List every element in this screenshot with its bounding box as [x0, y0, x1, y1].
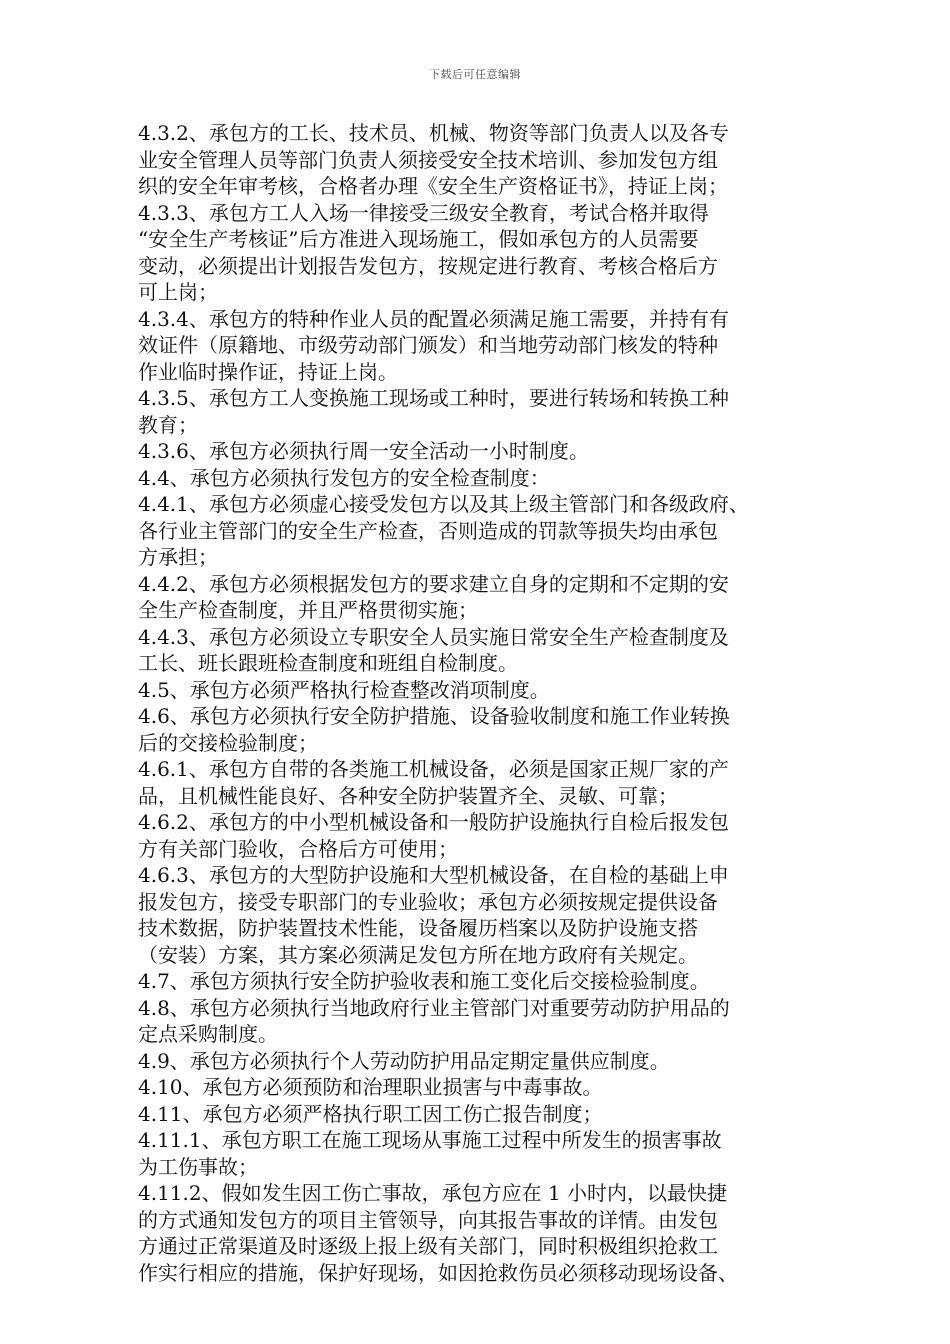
text-line: 4.6、承包方必须执行安全防护措施、设备验收制度和施工作业转换	[138, 704, 730, 728]
text-line: 4.4.3、承包方必须设立专职安全人员实施日常安全生产检查制度及	[138, 624, 729, 649]
header-note: 下载后可任意编辑	[429, 68, 521, 81]
text-line: 定点采购制度。	[138, 1022, 278, 1046]
text-line: 4.4.1、承包方必须虚心接受发包方以及其上级主管部门和各级政府、	[138, 492, 749, 516]
text-line: 方通过正常渠道及时逐级上报上级有关部门，同时积极组织抢救工	[138, 1234, 718, 1258]
text-line: 教育；	[138, 412, 198, 437]
text-line: 品，且机械性能良好、各种安全防护装置齐全、灵敏、可靠；	[138, 783, 678, 808]
text-line: （安装）方案，其方案必须满足发包方所在地方政府有关规定。	[138, 942, 698, 967]
text-line: 4.4、承包方必须执行发包方的安全检查制度：	[138, 465, 550, 490]
text-line: 作业临时操作证，持证上岗。	[138, 359, 398, 384]
text-line: 全生产检查制度，并且严格贯彻实施；	[138, 598, 478, 622]
text-line: 4.11.1、承包方职工在施工现场从事施工过程中所发生的损害事故	[138, 1128, 722, 1152]
text-line: 效证件（原籍地、市级劳动部门颁发）和当地劳动部门核发的特种	[138, 333, 718, 357]
text-line: 4.3.3、承包方工人入场一律接受三级安全教育，考试合格并取得	[138, 200, 709, 225]
text-line: 4.3.6、承包方必须执行周一安全活动一小时制度。	[138, 439, 589, 463]
text-line: 织的安全年审考核，合格者办理《安全生产资格证书》，持证上岗；	[138, 174, 728, 198]
text-line: 为工伤事故；	[138, 1154, 258, 1179]
text-line: 技术数据，防护装置技术性能，设备履历档案以及防护设施支搭	[138, 916, 698, 940]
text-line: 的方式通知发包方的项目主管领导，向其报告事故的详情。由发包	[138, 1207, 718, 1232]
text-line: 4.11.2、假如发生因工伤亡事故，承包方应在 1 小时内，以最快捷	[138, 1181, 728, 1205]
document-body	[138, 120, 818, 1286]
text-line: 4.7、承包方须执行安全防护验收表和施工变化后交接检验制度。	[138, 969, 710, 993]
text-line: 4.6.1、承包方自带的各类施工机械设备，必须是国家正规厂家的产	[138, 757, 729, 781]
text-line: 业安全管理人员等部门负责人须接受安全技术培训、参加发包方组	[138, 147, 718, 172]
text-line: 可上岗；	[138, 280, 218, 304]
text-line: 4.3.5、承包方工人变换施工现场或工种时，要进行转场和转换工种	[138, 386, 729, 410]
text-line: 报发包方，接受专职部门的专业验收；承包方必须按规定提供设备	[138, 889, 718, 914]
text-line: 4.11、承包方必须严格执行职工因工伤亡报告制度；	[138, 1101, 603, 1126]
text-line: 4.6.2、承包方的中小型机械设备和一般防护设施执行自检后报发包	[138, 810, 729, 834]
text-line: 4.4.2、承包方必须根据发包方的要求建立自身的定期和不定期的安	[138, 571, 729, 596]
text-line: 4.3.2、承包方的工长、技术员、机械、物资等部门负责人以及各专	[138, 121, 729, 145]
text-line: 4.3.4、承包方的特种作业人员的配置必须满足施工需要，并持有有	[138, 306, 729, 331]
text-line: 4.10、承包方必须预防和治理职业损害与中毒事故。	[138, 1075, 603, 1099]
text-line: 4.5、承包方必须严格执行检查整改消项制度。	[138, 677, 550, 702]
text-line: 各行业主管部门的安全生产检查，否则造成的罚款等损失均由承包	[138, 518, 718, 543]
text-line: 后的交接检验制度；	[138, 730, 318, 755]
text-line: 4.8、承包方必须执行当地政府行业主管部门对重要劳动防护用品的	[138, 995, 730, 1020]
text-line: 方承担；	[138, 545, 218, 569]
text-line: 工长、班长跟班检查制度和班组自检制度。	[138, 651, 518, 675]
text-line: 方有关部门验收，合格后方可使用；	[138, 836, 458, 861]
text-line: 4.9、承包方必须执行个人劳动防护用品定期定量供应制度。	[138, 1048, 670, 1073]
text-line: “安全生产考核证”后方准进入现场施工，假如承包方的人员需要	[138, 227, 699, 251]
text-line: 变动，必须提出计划报告发包方，按规定进行教育、考核合格后方	[138, 253, 718, 278]
text-line: 作实行相应的措施，保护好现场，如因抢救伤员必须移动现场设备、	[138, 1260, 738, 1285]
text-line: 4.6.3、承包方的大型防护设施和大型机械设备，在自检的基础上申	[138, 863, 729, 887]
